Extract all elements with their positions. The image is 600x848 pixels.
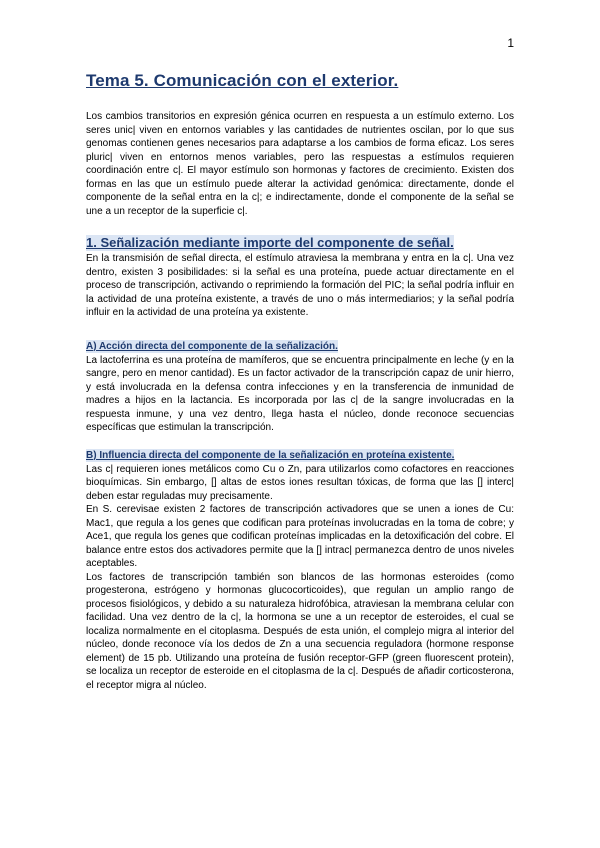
subsection-b-paragraph-2: En S. cerevisae existen 2 factores de transcripción activadores que se unen a iones de Cu: Mac1, que regula a los genes que codifican para proteínas involucradas en la toma de cobre; y Ace1, que regula los genes que codifican proteínas implicadas en la detoxificación del cobre. El balance entre estos dos activadores permite que la [] intrac| permanezca dentro de unos niveles aceptables. [86, 504, 514, 569]
section-1-paragraph: En la transmisión de señal directa, el estímulo atraviesa la membrana y entra en la c|. Una vez dentro, existen 3 posibilidades: si la señal es una proteína, puede actuar directamente en el proceso de transcripción, activando o reprimiendo la formación del PIC; la señal podría influir en la actividad de una proteína existente, a través de uno o más intermediarios; y la señal podría influir en la actividad de una proteína ya existente. [86, 253, 514, 318]
subsection-b-heading: B) Influencia directa del componente de la señalización en proteína existente. [86, 449, 455, 461]
page-title: Tema 5. Comunicación con el exterior. [86, 71, 399, 90]
document-body [86, 70, 514, 692]
subsection-b-paragraph-3: Los factores de transcripción también son blancos de las hormonas esteroides (como progesterona, estrógeno y hormonas glucocorticoides), que regulan un amplio rango de procesos fisiológicos, y debido a su naturaleza hidrofóbica, atraviesan la membrana celular con facilidad. Una vez dentro de la c|, la hormona se une a un receptor de esteroides, el cual se localiza normalmente en el citoplasma. Después de esta unión, el complejo migra al interior del núcleo, donde reconoce vía los dedos de Zn a una secuencia reguladora (hormone response element) de 15 pb. Utilizando una proteína de fusión receptor-GFP (green fluorescent protein), se localiza un receptor de esteroide en el citoplasma de la c|. Después de añadir corticosterona, el receptor migra al núcleo. [86, 571, 514, 691]
subsection-a-paragraph: La lactoferrina es una proteína de mamíferos, que se encuentra principalmente en leche (y en la sangre, pero en menor cantidad). Es un factor activador de la transcripción capaz de unir hierro, y está involucrada en la defensa contra infecciones y en la transferencia de inmunidad de madres a hijos en la lactancia. Es incorporada por las c| de la sangre involucradas en la respuesta inmune, y una vez dentro, llega hasta el núcleo, donde reconoce secuencias específicas que estimulan la transcripción. [86, 354, 514, 433]
subsection-a-heading: A) Acción directa del componente de la señalización. [86, 340, 338, 352]
intro-paragraph: Los cambios transitorios en expresión génica ocurren en respuesta a un estímulo externo. Los seres unic| viven en entornos variables y las cantidades de nutrientes oscilan, por lo que sus genomas contienen genes necesarios para adaptarse a los cambios de forma eficaz. Los seres pluric| viven en entornos menos variables, pero las respuestas a estímulos requieren coordinación entre c|. El mayor estímulo son hormonas y factores de crecimiento. Existen dos formas en las que un estímulo puede alterar la actividad genómica: directamente, donde el componente de la señal entra en la c|; e indirectamente, donde el componente de la señal se une a un receptor de la superficie c|. [86, 111, 514, 217]
section-1-heading: 1. Señalización mediante importe del componente de señal. [86, 235, 454, 250]
subsection-b-paragraph-1: Las c| requieren iones metálicos como Cu o Zn, para utilizarlos como cofactores en reacciones bioquímicas. Sin embargo, [] altas de estos iones resultan tóxicas, de forma que las [] interc| deben estar reguladas muy precisamente. [86, 463, 514, 502]
page-number: 1 [507, 36, 514, 50]
